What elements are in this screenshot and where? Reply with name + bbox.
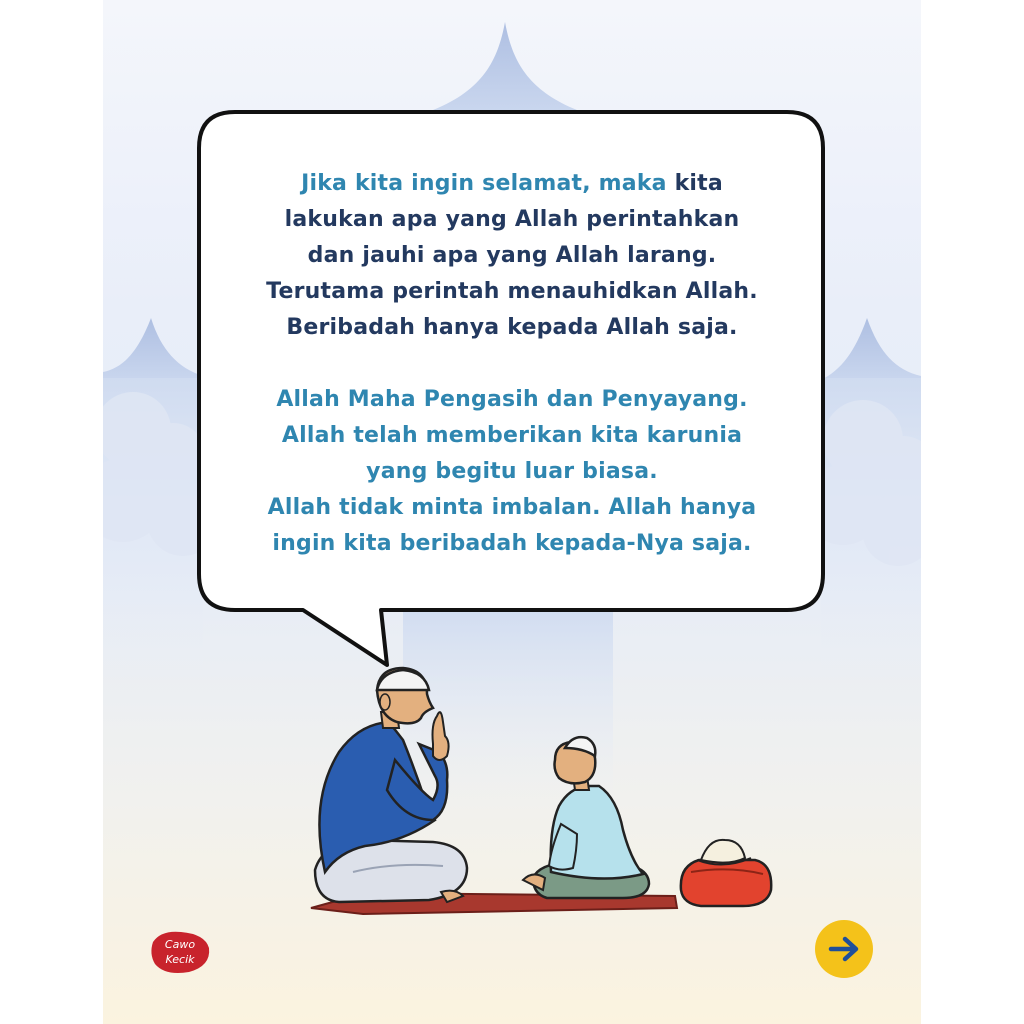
- paragraph2-line1: Allah Maha Pengasih dan Penyayang.: [276, 387, 748, 412]
- paragraph2-line5: ingin kita beribadah kepada-Nya saja.: [272, 531, 752, 556]
- paragraph2-line4: Allah tidak minta imbalan. Allah hanya: [267, 495, 757, 520]
- story-page: [103, 0, 921, 1024]
- paragraph1-line3: dan jauhi apa yang Allah larang.: [307, 243, 717, 268]
- hat: [701, 840, 745, 863]
- brand-logo: [147, 926, 213, 978]
- teacher-figure: [315, 668, 467, 902]
- paragraph1-line1: Jika kita ingin selamat, maka kita: [301, 171, 723, 196]
- paragraph2-line2: Allah telah memberikan kita karunia: [281, 423, 743, 448]
- svg-text:Kecik: Kecik: [165, 953, 195, 966]
- paragraph2-line3: yang begitu luar biasa.: [366, 459, 658, 484]
- next-page-button[interactable]: [815, 920, 873, 978]
- paragraph1-line5: Beribadah hanya kepada Allah saja.: [286, 315, 738, 340]
- illustration-scene: [103, 0, 921, 1024]
- red-bag: [681, 860, 771, 906]
- svg-text:Cawo: Cawo: [164, 938, 196, 951]
- paragraph1-line4: Terutama perintah menauhidkan Allah.: [266, 279, 758, 304]
- arrow-right-icon: [815, 920, 873, 978]
- bag-and-cap: [681, 840, 771, 906]
- paragraph1-line2: lakukan apa yang Allah perintahkan: [284, 207, 740, 232]
- child-figure: [523, 737, 649, 898]
